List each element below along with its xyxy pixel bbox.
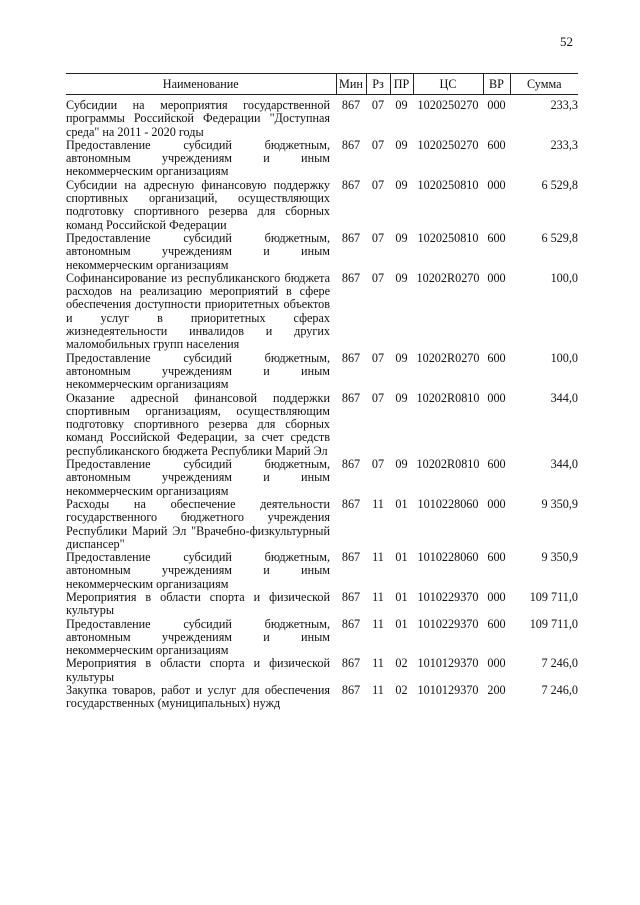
cell-name: Предоставление субсидий бюджетным, автономным учреждениям и иным некоммерческим организациям xyxy=(66,230,330,272)
cell-sum: 109 711,0 xyxy=(529,589,578,604)
cell-min: 867 xyxy=(341,98,361,112)
header-sum: Сумма xyxy=(510,74,578,95)
cell-rz: 07 xyxy=(371,390,385,405)
cell-sum: 344,0 xyxy=(550,390,578,405)
cell-sum: 6 529,8 xyxy=(541,230,578,245)
table-row xyxy=(66,498,578,551)
cell-pr: 01 xyxy=(395,496,408,511)
cell-sum: 344,0 xyxy=(550,457,578,472)
header-min: Мин xyxy=(336,74,366,95)
cell-pr: 09 xyxy=(395,350,408,365)
cell-min: 867 xyxy=(341,589,361,604)
cell-name: Мероприятия в области спорта и физической культуры xyxy=(66,589,330,618)
header-rz: Рз xyxy=(366,74,390,95)
cell-cs: 1010229370 xyxy=(417,589,479,604)
header-cs: ЦС xyxy=(413,74,483,95)
cell-cs: 10202R0810 xyxy=(416,390,480,405)
cell-cs: 1020250270 xyxy=(417,98,479,112)
cell-rz: 07 xyxy=(371,98,385,112)
cell-rz: 07 xyxy=(371,230,385,245)
cell-pr: 09 xyxy=(395,390,408,405)
cell-cs: 10202R0270 xyxy=(416,350,480,365)
cell-vr: 000 xyxy=(487,270,506,285)
cell-name: Субсидии на мероприятия государственной программы Российской Федерации "Доступная среда" на 2011 - 2020 годы xyxy=(66,98,330,139)
cell-rz: 11 xyxy=(372,616,384,631)
table-row xyxy=(66,551,578,591)
cell-name: Предоставление субсидий бюджетным, автономным учреждениям и иным некоммерческим организациям xyxy=(66,350,330,392)
page-number: 52 xyxy=(560,34,573,49)
cell-vr: 600 xyxy=(487,350,506,365)
cell-name: Предоставление субсидий бюджетным, автономным учреждениям и иным некоммерческим организациям xyxy=(66,457,330,498)
cell-cs: 1020250810 xyxy=(417,177,479,192)
cell-cs: 1020250270 xyxy=(417,137,479,152)
cell-sum: 6 529,8 xyxy=(541,177,578,192)
cell-rz: 11 xyxy=(372,656,384,671)
table-row xyxy=(66,458,578,498)
cell-min: 867 xyxy=(341,230,361,245)
cell-cs: 10202R0270 xyxy=(416,270,480,285)
cell-sum: 109 711,0 xyxy=(529,616,578,631)
cell-sum: 9 350,9 xyxy=(541,496,578,511)
cell-name: Софинансирование из республиканского бюджета расходов на реализацию мероприятий в сфере обеспечения доступности приоритетных объектов и услуг в приоритетных сферах жизнедеятельности инвалидов и других маломобильных групп населения xyxy=(66,270,330,352)
cell-vr: 600 xyxy=(487,457,506,472)
cell-min: 867 xyxy=(341,177,361,192)
cell-name: Закупка товаров, работ и услуг для обеспечения государственных (муниципальных) нужд xyxy=(66,683,330,711)
table-row xyxy=(66,591,578,618)
cell-cs: 10202R0810 xyxy=(416,457,480,472)
cell-pr: 01 xyxy=(395,550,408,565)
cell-vr: 600 xyxy=(487,616,506,631)
cell-vr: 600 xyxy=(487,550,506,565)
cell-min: 867 xyxy=(341,270,361,285)
cell-pr: 09 xyxy=(395,230,408,245)
cell-cs: 1010228060 xyxy=(417,496,479,511)
cell-vr: 200 xyxy=(487,683,506,698)
cell-sum: 7 246,0 xyxy=(541,656,578,671)
cell-sum: 100,0 xyxy=(550,350,578,365)
table-row xyxy=(66,352,578,392)
header-name: Наименование xyxy=(66,74,336,95)
cell-cs: 1010129370 xyxy=(417,683,479,698)
table-row xyxy=(66,684,578,711)
cell-vr: 000 xyxy=(487,390,506,405)
cell-min: 867 xyxy=(341,350,361,365)
cell-rz: 11 xyxy=(372,589,384,604)
cell-name: Предоставление субсидий бюджетным, автономным учреждениям и иным некоммерческим организациям xyxy=(66,137,330,179)
cell-cs: 1010129370 xyxy=(417,656,479,671)
cell-vr: 600 xyxy=(487,230,506,245)
cell-pr: 09 xyxy=(395,270,408,285)
table-header-row xyxy=(66,74,578,95)
cell-name: Предоставление субсидий бюджетным, автономным учреждениям и иным некоммерческим организациям xyxy=(66,616,330,658)
header-vr: ВР xyxy=(483,74,510,95)
header-pr: ПР xyxy=(390,74,413,95)
cell-name: Субсидии на адресную финансовую поддержку спортивных организаций, осуществляющих подготовку спортивного резерва для сборных команд Российской Федерации xyxy=(66,177,330,232)
cell-pr: 02 xyxy=(395,656,408,671)
cell-pr: 01 xyxy=(395,616,408,631)
cell-min: 867 xyxy=(341,457,361,472)
cell-vr: 600 xyxy=(487,137,506,152)
cell-sum: 9 350,9 xyxy=(541,550,578,565)
cell-vr: 000 xyxy=(487,177,506,192)
cell-vr: 000 xyxy=(487,98,506,112)
cell-rz: 07 xyxy=(371,457,385,472)
cell-pr: 01 xyxy=(395,589,408,604)
cell-name: Мероприятия в области спорта и физической культуры xyxy=(66,656,330,684)
table-row xyxy=(66,179,578,232)
cell-pr: 09 xyxy=(395,457,408,472)
cell-sum: 233,3 xyxy=(550,98,578,112)
cell-rz: 11 xyxy=(372,683,384,698)
table-row xyxy=(66,272,578,352)
cell-vr: 000 xyxy=(487,496,506,511)
cell-rz: 07 xyxy=(371,350,385,365)
cell-sum: 100,0 xyxy=(550,270,578,285)
cell-rz: 07 xyxy=(371,177,385,192)
cell-cs: 1010229370 xyxy=(417,616,479,631)
budget-table xyxy=(66,73,578,711)
table-body xyxy=(66,95,578,711)
cell-sum: 233,3 xyxy=(550,137,578,152)
cell-cs: 1020250810 xyxy=(417,230,479,245)
cell-min: 867 xyxy=(341,616,361,631)
cell-min: 867 xyxy=(341,496,361,511)
table-row xyxy=(66,95,578,139)
table-row xyxy=(66,139,578,179)
cell-name: Предоставление субсидий бюджетным, автономным учреждениям и иным некоммерческим организациям xyxy=(66,550,330,591)
cell-name: Расходы на обеспечение деятельности государственного бюджетного учреждения Республики Марий Эл "Врачебно-физкультурный диспансер" xyxy=(66,496,330,551)
cell-min: 867 xyxy=(341,656,361,671)
cell-pr: 09 xyxy=(395,137,408,152)
cell-rz: 11 xyxy=(372,496,384,511)
cell-rz: 11 xyxy=(372,550,384,565)
cell-vr: 000 xyxy=(487,589,506,604)
table-row xyxy=(66,618,578,658)
cell-name: Оказание адресной финансовой поддержки спортивным организациям, осуществляющим подготовку спортивного резерва для сборных команд Российской Федерации, за счет средств республиканского бюджета Республики Марий Эл xyxy=(66,390,330,458)
cell-rz: 07 xyxy=(371,137,385,152)
cell-min: 867 xyxy=(341,137,361,152)
table-row xyxy=(66,392,578,458)
cell-min: 867 xyxy=(341,683,361,698)
table-row xyxy=(66,232,578,272)
cell-min: 867 xyxy=(341,390,361,405)
cell-cs: 1010228060 xyxy=(417,550,479,565)
cell-pr: 02 xyxy=(395,683,408,698)
cell-vr: 000 xyxy=(487,656,506,671)
table-row xyxy=(66,657,578,684)
cell-rz: 07 xyxy=(371,270,385,285)
cell-min: 867 xyxy=(341,550,361,565)
cell-sum: 7 246,0 xyxy=(541,683,578,698)
cell-pr: 09 xyxy=(395,98,408,112)
cell-pr: 09 xyxy=(395,177,408,192)
